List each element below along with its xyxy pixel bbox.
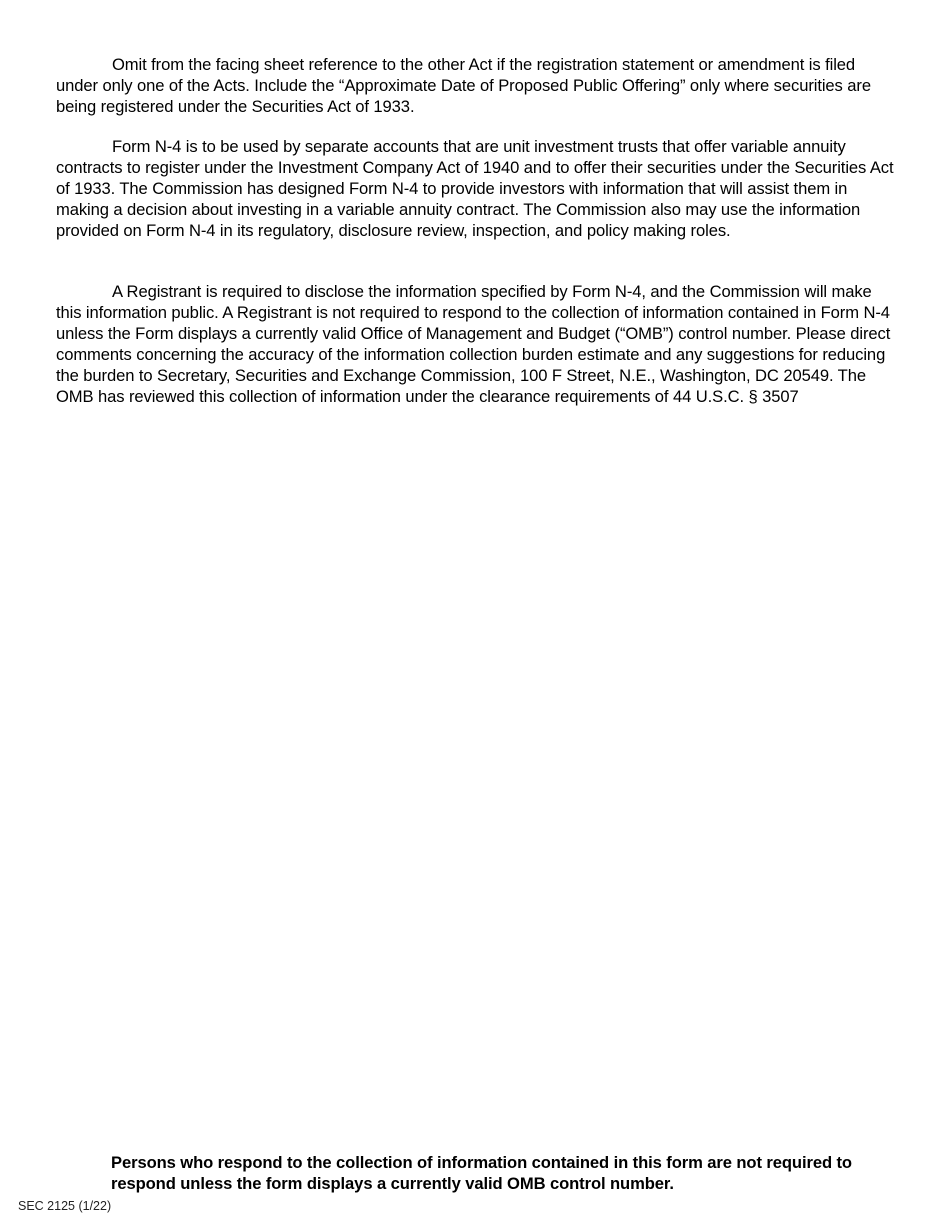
form-identifier: SEC 2125 (1/22) [18, 1199, 112, 1213]
paragraph-facing-sheet-instructions: Omit from the facing sheet reference to the other Act if the registration statement or amendment is filed under only one of the Acts. Include the “Approximate Date of Proposed Public Offering” only where securities are being registered under the Securities Act of 1933. [56, 55, 871, 116]
omb-notice: Persons who respond to the collection of information contained in this form are not required to respond unless the form displays a currently valid OMB control number. [111, 1153, 852, 1193]
paragraph-form-purpose: Form N-4 is to be used by separate accounts that are unit investment trusts that offer variable annuity contracts to register under the Investment Company Act of 1940 and to offer their securities under the Securities Act of 1933. The Commission has designed Form N-4 to provide investors with information that will assist them in making a decision about investing in a variable annuity contract. The Commission also may use the information provided on Form N-4 in its regulatory, disclosure review, inspection, and policy making roles. [56, 137, 894, 240]
paragraph-disclosure-omb: A Registrant is required to disclose the information specified by Form N-4, and the Commission will make this information public. A Registrant is not required to respond to the collection of information contained in Form N-4 unless the Form displays a currently valid Office of Management and Budget (“OMB”) control number. Please direct comments concerning the accuracy of the information collection burden estimate and any suggestions for reducing the burden to Secretary, Securities and Exchange Commission, 100 F Street, N.E., Washington, DC 20549. The OMB has reviewed this collection of information under the clearance requirements of 44 U.S.C. § 3507 [56, 282, 891, 406]
